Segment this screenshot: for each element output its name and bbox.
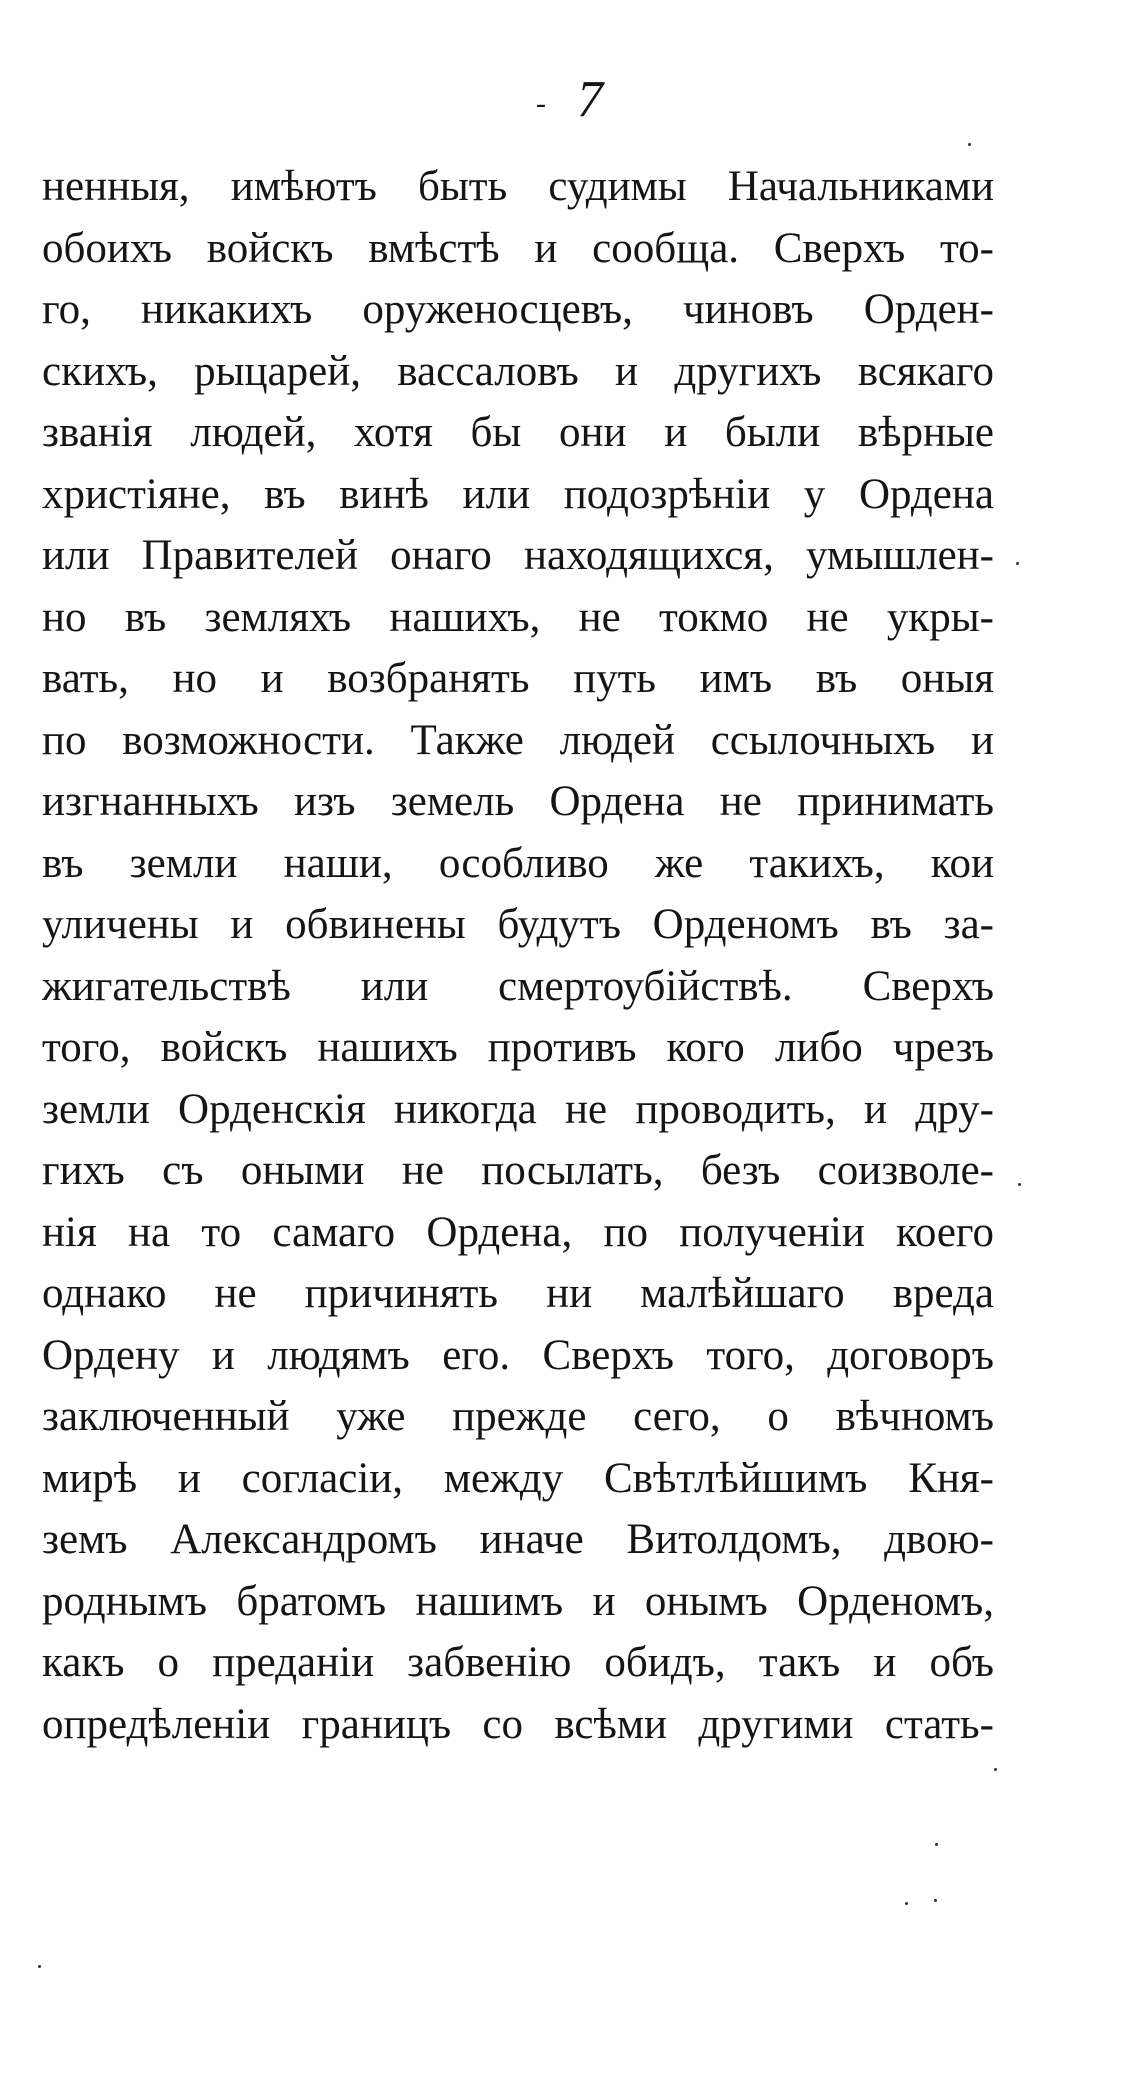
text-line: вать, но и возбранять путь имъ въ оныя — [42, 655, 994, 702]
text-line: или Правителей онаго находящихся, умышлен- — [42, 532, 994, 579]
print-speck — [905, 1902, 908, 1905]
text-line: земли Орденскія никогда не проводить, и дру- — [42, 1085, 994, 1133]
text-line: мирѣ и согласіи, между Свѣтлѣйшимъ Кня- — [42, 1454, 994, 1502]
page-number-header — [0, 70, 1140, 134]
text-line: го, никакихъ оруженосцевъ, чиновъ Орден- — [42, 286, 994, 333]
text-line: христіяне, въ винѣ или подозрѣніи у Ордена — [42, 470, 994, 518]
text-line: какъ о преданіи забвенію обидъ, такъ и объ — [42, 1639, 994, 1686]
text-line: опредѣленіи границъ со всѣми другими стать- — [42, 1700, 994, 1748]
text-line: уличены и обвинены будутъ Орденомъ въ за- — [42, 901, 994, 948]
text-line: изгнанныхъ изъ земель Ордена не принимать — [42, 778, 994, 825]
text-line: гихъ съ оными не посылать, безъ соизволе- — [42, 1147, 994, 1194]
text-line: того, войскъ нашихъ противъ кого либо чрезъ — [42, 1024, 994, 1071]
text-line: скихъ, рыцарей, вассаловъ и другихъ всякаго — [42, 347, 994, 395]
header-dash: - — [536, 87, 547, 121]
text-line: въ земли наши, особливо же такихъ, кои — [42, 839, 994, 887]
text-line: званія людей, хотя бы они и были вѣрные — [42, 409, 994, 456]
print-speck — [968, 143, 971, 146]
print-speck — [38, 1965, 41, 1968]
body-text — [42, 156, 994, 1755]
text-line: Ордену и людямъ его. Сверхъ того, договоръ — [42, 1331, 994, 1379]
page-number: 7 — [577, 71, 604, 128]
print-speck — [934, 1899, 937, 1902]
print-speck — [935, 1843, 938, 1846]
print-speck — [994, 1768, 997, 1771]
text-line: жигательствѣ или смертоубійствѣ. Сверхъ — [42, 962, 994, 1010]
text-line: однако не причинять ни малѣйшаго вреда — [42, 1270, 994, 1317]
text-line: нія на то самаго Ордена, по полученіи коего — [42, 1208, 994, 1256]
text-line: по возможности. Также людей ссылочныхъ и — [42, 716, 994, 764]
print-speck — [1018, 1183, 1021, 1186]
text-line: обоихъ войскъ вмѣстѣ и сообща. Сверхъ то- — [42, 224, 994, 272]
text-line: но въ земляхъ нашихъ, не токмо не укры- — [42, 593, 994, 641]
text-line: заключенный уже прежде сего, о вѣчномъ — [42, 1393, 994, 1440]
print-speck — [1016, 562, 1019, 565]
text-line: роднымъ братомъ нашимъ и онымъ Орденомъ, — [42, 1577, 994, 1625]
text-line: земъ Александромъ иначе Витолдомъ, двою- — [42, 1516, 994, 1563]
text-line: ненныя, имѣютъ быть судимы Начальниками — [42, 163, 994, 210]
